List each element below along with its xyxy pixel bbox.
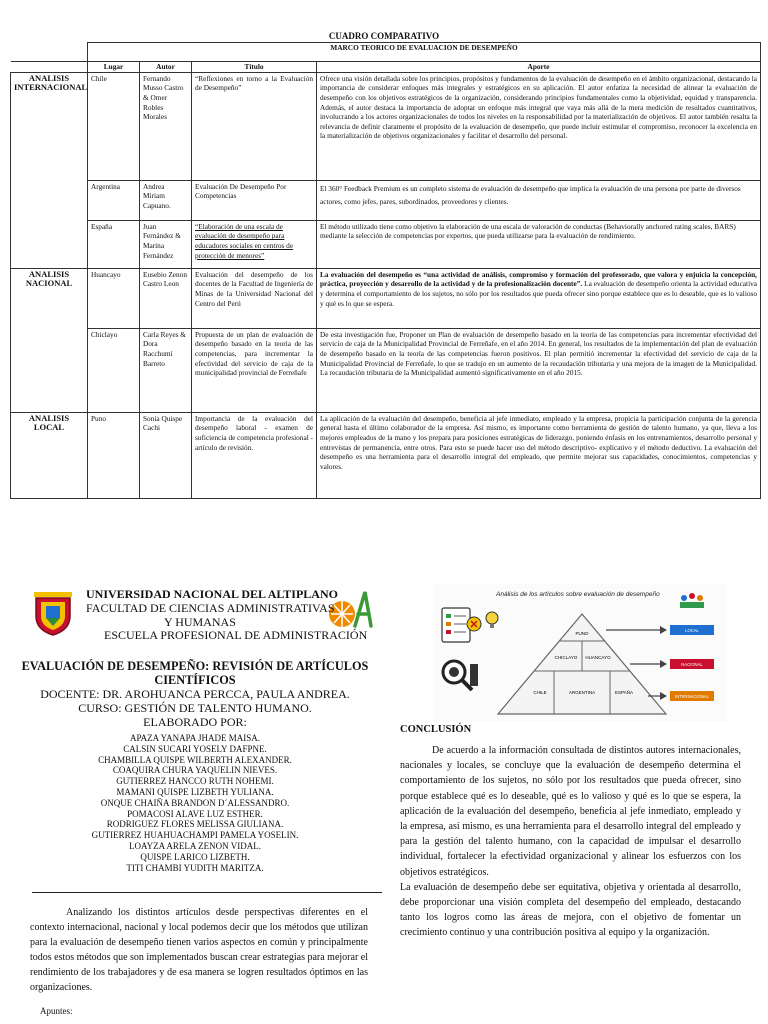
section-internacional: ANALISIS INTERNACIONAL bbox=[11, 72, 88, 268]
conclusion-heading: CONCLUSIÓN bbox=[400, 724, 472, 735]
elaborado-label: ELABORADO POR: bbox=[143, 714, 247, 729]
document-title: EVALUACIÓN DE DESEMPEÑO: REVISIÓN DE ARTÍCULOS CIENTÍFICOS bbox=[21, 659, 369, 688]
comparative-table bbox=[10, 42, 761, 499]
cell-autor: Sonia Quispe Cachi bbox=[140, 412, 192, 498]
list-item: GUTIERREZ HANCCO RUTH NOHEMI. bbox=[116, 776, 274, 787]
cell-aporte: El 360° Feedback Premium es un completo sistema de evaluación de desempeño que implica la evaluación de una persona por parte de diversos actores, como jefes, pares, subordinados, proveedores y clientes. bbox=[317, 180, 761, 220]
level-puno: PUNO bbox=[575, 631, 589, 636]
aporte-quote: La evaluación del desempeño es “una actividad de análisis, compromiso y formación del profesorado, que valora y enjuicia la concepción, práctica, proyección y desarrollo de la actividad y de la profesionalización docente”. bbox=[320, 269, 757, 289]
label-internacional: INTERNACIONAL bbox=[675, 694, 709, 699]
docente: DOCENTE: DR. AROHUANCA PERCCA, PAULA ANDREA. bbox=[40, 687, 350, 701]
list-item: GUTIERREZ HUAHUACHAMPI PAMELA YOSELIN. bbox=[91, 830, 299, 841]
cell-lugar: Chile bbox=[88, 72, 140, 180]
document-meta bbox=[10, 688, 380, 729]
cell-titulo: Evaluación del desempeño de los docentes de la Facultad de Ingeniería de Minas de la Universidad Nacional del Centro del Perú bbox=[192, 268, 317, 328]
level-huancayo: HUANCAYO bbox=[585, 655, 611, 660]
table-row bbox=[11, 220, 761, 268]
label-local: LOCAL bbox=[685, 628, 699, 633]
header-titulo: Título bbox=[192, 62, 317, 73]
list-item: APAZA YANAPA JHADE MAISA. bbox=[129, 733, 261, 743]
level-chiclayo: CHICLAYO bbox=[554, 655, 578, 660]
cell-titulo: “Elaboración de una escala de evaluación de desempeño para educadores sociales en centros de protección de menores” bbox=[192, 220, 317, 268]
divider bbox=[32, 892, 382, 893]
university-crest-icon bbox=[32, 590, 74, 636]
cell-aporte bbox=[317, 268, 761, 328]
empty-corner-cell bbox=[11, 62, 88, 73]
table-subtitle: MARCO TEORICO DE EVALUACION DE DESEMPEÑO bbox=[88, 43, 761, 62]
cell-autor: Fernando Musso Castro & Omer Robles Morales bbox=[140, 72, 192, 180]
table-row bbox=[11, 328, 761, 412]
list-item: TITI CHAMBI YUDITH MARITZA. bbox=[126, 862, 264, 873]
level-espana: ESPAÑA bbox=[615, 690, 633, 695]
cover-info bbox=[0, 580, 390, 1024]
conclusion-paragraph-1: De acuerdo a la información consultada de distintos autores internacionales, nacionales y locales, se concluye que la evaluación de desempeño determina el comportamiento de los sujetos, no sólo por los resultados que pueda ofrecer, sino porque establece qué es lo deseable, qué es lo valioso y qué es lo que se espera, la aplicación de la evaluación del desempeño, beneficia al jefe inmediato, empleado y la empresa, así mismo, es una herramienta para el desarrollo integral del empleado y para la gestión del talento humano, con la capacidad de impulsar el desarrollo individual, fortalecer la efectividad organizacional y alinear los esfuerzos con los objetivos estratégicos. bbox=[400, 745, 741, 878]
school-name: ESCUELA PROFESIONAL DE ADMINISTRACIÓN bbox=[104, 628, 368, 643]
analysis-pyramid-diagram bbox=[434, 584, 726, 722]
cell-titulo: Propuesta de un plan de evaluación de desempeño basado en la teoría de las competencias, para incrementar la efectividad del servicio de caja de la municipalidad provincial de Ferreñafe bbox=[192, 328, 317, 412]
cell-aporte: Ofrece una visión detallada sobre los principios, propósitos y fundamentos de la evaluación de desempeño en el ámbito organizacional, destacando la importancia de considerar enfoques más integrales y estratégicos en su aplicación. El autor enfatiza la necesidad de alinear la evaluación de desempeño con los objetivos estratégicos de la organización, considerando principios fundamentales como la objetividad, equidad y transparencia. Además, el autor destaca la importancia de adoptar un enfoque más integral que vaya más allá de la mera medición de resultados cuantitativos, involucrando a los actores organizacionales de todos los niveles en la responsabilidad por la materialización de objetivos. El autor también resalta la relevancia de definir claramente el propósito de la evaluación de desempeño, que puede incluir estimular el compromiso, reconocer la excelencia en la materialización de objetivos organizacionales y facilitar el desarrollo del personal. bbox=[317, 72, 761, 180]
header-lugar: Lugar bbox=[88, 62, 140, 73]
cell-aporte: De esta investigación fue, Proponer un Plan de evaluación de desempeño basado en la teoría de las competencias para incrementar efectividad del servicio de caja de la Municipalidad Provincial de Ferreñafe, en el año 2014. En general, los resultados de la implementación del plan de evaluación de desempeño basado en la teoría de las competencias fueron positivos. El plan permitió incrementar la efectividad del servicio de caja de la Municipalidad Provincial de Ferreñafe, lo que se tradujo en un aumento de la recaudación tributaria y una mejora de la imagen de la Municipalidad. La recaudación tributaria de la Municipalidad aumentó significativamente en el año 2015. bbox=[317, 328, 761, 412]
conclusion-body bbox=[400, 743, 741, 940]
cell-titulo: Importancia de la evaluación del desempeño laboral - examen de suficiencia de competencia profesional - artículo de revisión. bbox=[192, 412, 317, 498]
table-row bbox=[11, 412, 761, 498]
cell-aporte: El método utilizado tiene como objetivo la elaboración de una escala de valoración de conductas (Behaviorally anchored rating scales, BARS) mediante la selección de competencias por expertos, que pueda utilizarse para la evaluación de rendimiento. bbox=[317, 220, 761, 268]
table-row bbox=[11, 180, 761, 220]
cell-autor: Andrea Miriam Capuano. bbox=[140, 180, 192, 220]
label-nacional: NACIONAL bbox=[681, 662, 703, 667]
cell-autor: Eusebio Zenon Castro Leon bbox=[140, 268, 192, 328]
section-nacional: ANALISIS NACIONAL bbox=[11, 268, 88, 412]
diagram-title: Análisis de los artículos sobre evaluación de desempeño bbox=[496, 591, 660, 598]
faculty-name-1: FACULTAD DE CIENCIAS ADMINISTRATIVAS bbox=[86, 600, 335, 615]
list-item: CALSIN SUCARI YOSELY DAFPNE. bbox=[123, 743, 267, 754]
university-name: UNIVERSIDAD NACIONAL DEL ALTIPLANO bbox=[86, 587, 338, 601]
faculty-name-2: Y HUMANAS bbox=[164, 614, 236, 629]
aporte-text: La evaluación de desempeño orienta la actividad educativa y determina el comportamiento de los sujetos, no sólo por los resultados que pueda ofrecer sino porque establece que es lo deseable, que es lo valioso y qué es lo que se espera. bbox=[320, 279, 757, 308]
list-item: QUISPE LARICO LIZBETH. bbox=[140, 851, 250, 862]
cell-lugar: Puno bbox=[88, 412, 140, 498]
members-list bbox=[10, 733, 380, 873]
section-local: ANALISIS LOCAL bbox=[11, 412, 88, 498]
header-aporte: Aporte bbox=[317, 62, 761, 73]
intro-paragraph: Analizando los distintos artículos desde perspectivas diferentes en el contexto internacional, nacional y local podemos decir que los métodos que utilizan para la evaluación de desempeño tienen varios aspectos en común y principalmente todos estos métodos que son implementados buscan crear estrategias para mejorar el rendimiento de los trabajadores y de esa manera se logren resultados óptimos en las organizaciones. bbox=[30, 907, 368, 993]
empty-corner-cell bbox=[11, 43, 88, 62]
notes-label: Apuntes: bbox=[40, 1006, 73, 1016]
table-caption: CUADRO COMPARATIVO bbox=[328, 31, 440, 41]
level-argentina: ARGENTINA bbox=[568, 690, 596, 695]
cell-lugar: Argentina bbox=[88, 180, 140, 220]
list-item: LOAYZA ARELA ZENON VIDAL. bbox=[129, 840, 261, 851]
level-chile: CHILE bbox=[533, 690, 547, 695]
cell-titulo: “Reflexiones en torno a la Evaluación de Desempeño” bbox=[192, 72, 317, 180]
table-row bbox=[11, 268, 761, 328]
conclusion-paragraph-2: La evaluación de desempeño debe ser equitativa, objetiva y orientada al desarrollo, debe proporcionar una visión completa del desempeño del empleado, destacando tanto los logros como las áreas de mejora, con el objetivo de fomentar un crecimiento continuo y una contribución positiva al equipo y la organización. bbox=[400, 881, 741, 939]
table-row bbox=[11, 72, 761, 180]
list-item: CHAMBILLA QUISPE WILBERTH ALEXANDER. bbox=[98, 754, 292, 765]
cell-lugar: Chiclayo bbox=[88, 328, 140, 412]
list-item: MAMANI QUISPE LIZBETH YULIANA. bbox=[116, 786, 274, 797]
list-item: COAQUIRA CHURA YAQUELIN NIEVES. bbox=[112, 765, 278, 776]
header-autor: Autor bbox=[140, 62, 192, 73]
curso: CURSO: GESTIÓN DE TALENTO HUMANO. bbox=[78, 700, 312, 715]
university-header bbox=[86, 587, 368, 643]
cell-autor: Juan Fernández & Marina Fernández bbox=[140, 220, 192, 268]
cell-lugar: Huancayo bbox=[88, 268, 140, 328]
cell-autor: Carla Reyes & Dora Racchumí Barreto bbox=[140, 328, 192, 412]
cell-titulo: Evaluación De Desempeño Por Competencias bbox=[192, 180, 317, 220]
conclusion-column bbox=[396, 580, 768, 1024]
list-item: POMACOSI ALAVE LUZ ESTHER. bbox=[127, 808, 263, 819]
cell-aporte: La aplicación de la evaluación del desempeño, beneficia al jefe inmediato, empleado y la empresa, propicia la participación conjunta de la gerencia general hasta el último colaborador de la empresa. Así mismo, es importante como herramienta de gestión de talento humano, ya que, lleva a los mejores empleados de la mano y los prepara para posiciones estratégicas de liderazgo, poniendo énfasis en los entrenamientos, desarrollo personal y entrevistas de permanencia, entre otros. Para esto se puede hacer uso del método descriptivo- explicativo y el método deductivo. La evaluación del desempeño es una herramienta para el desarrollo integral del empleado, que permite mejorar sus capacidades, conocimientos, competencias y valores. bbox=[317, 412, 761, 498]
list-item: ONQUE CHAIÑA BRANDON D´ALESSANDRO. bbox=[100, 797, 290, 808]
cell-lugar: España bbox=[88, 220, 140, 268]
list-item: RODRIGUEZ FLORES MELISSA GIULIANA. bbox=[106, 819, 284, 830]
